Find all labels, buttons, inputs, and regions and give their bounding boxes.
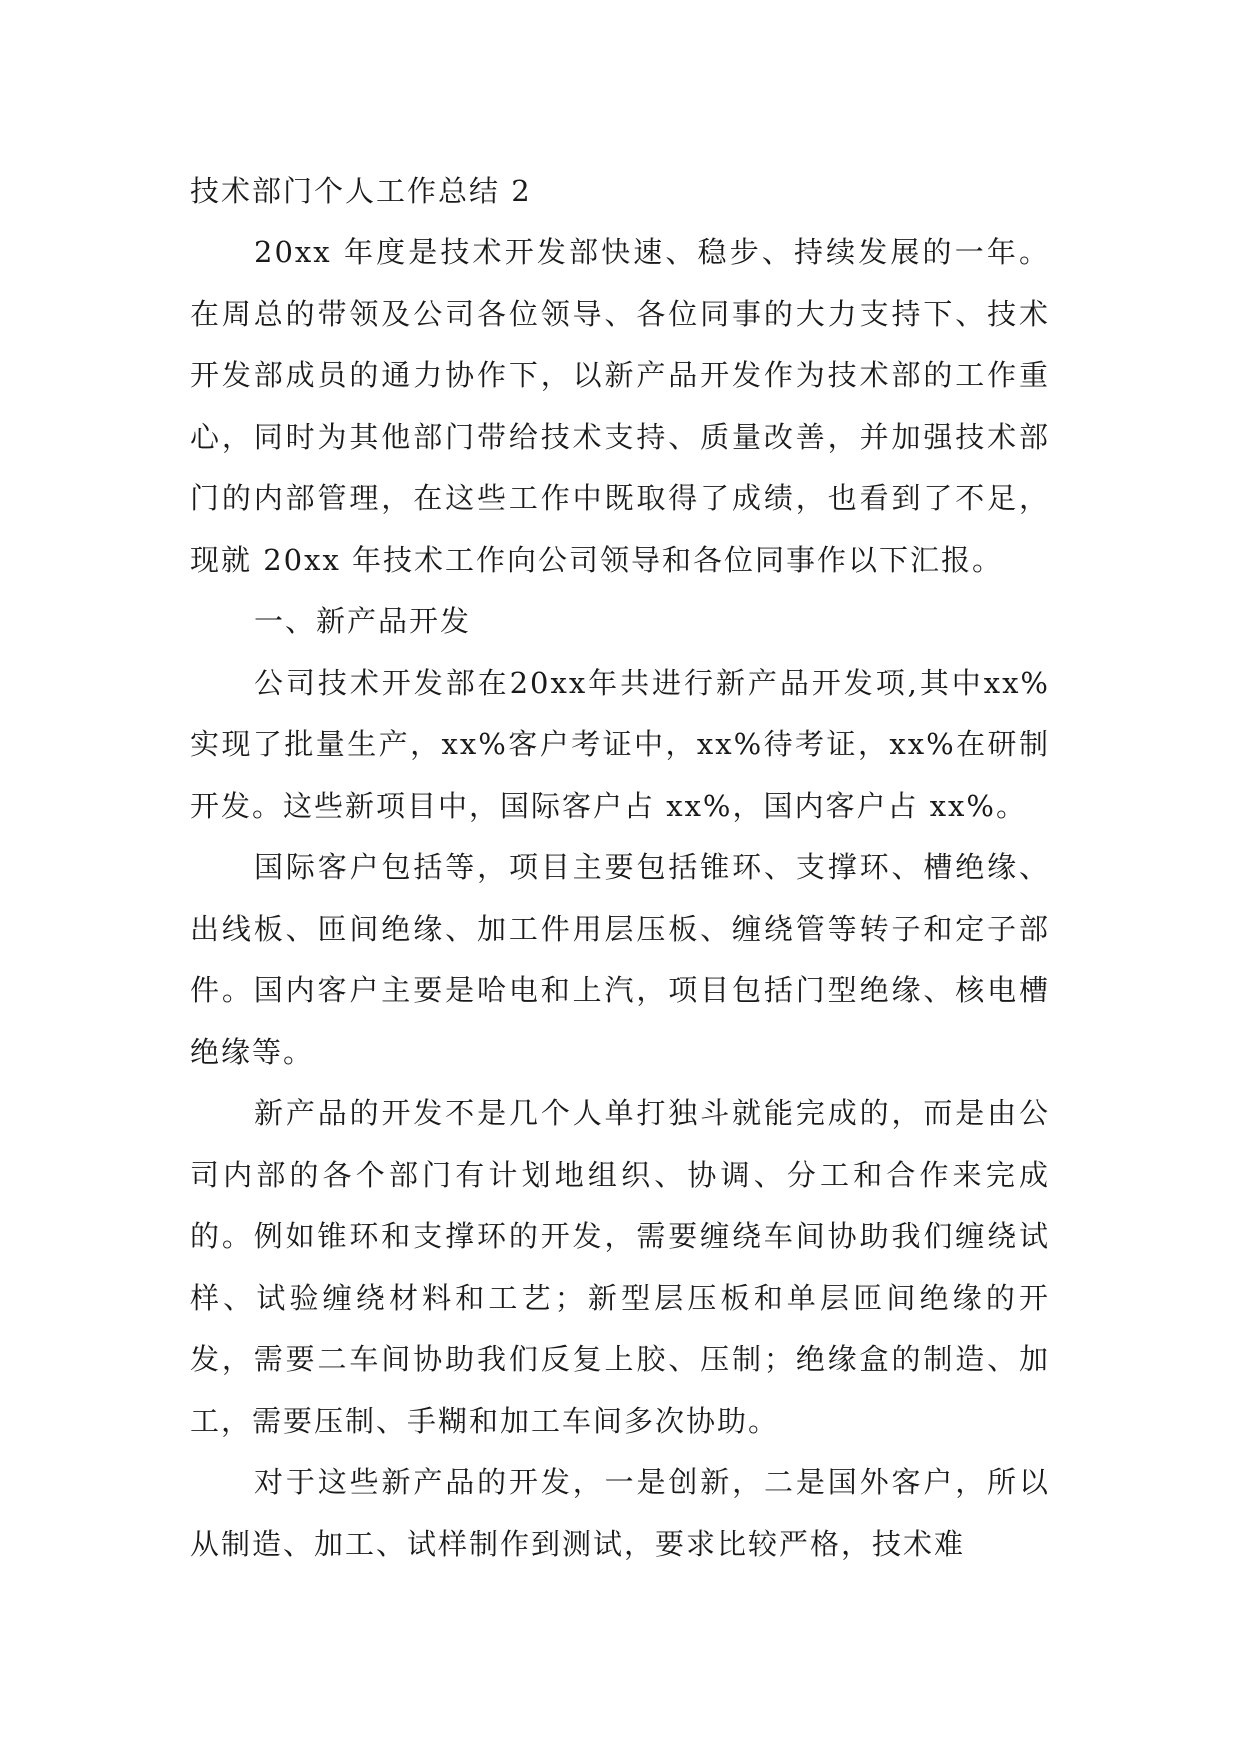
paragraph-collaboration: 新产品的开发不是几个人单打独斗就能完成的，而是由公司内部的各个部门有计划地组织、协调、分工和合作来完成的。例如锥环和支撑环的开发，需要缠绕车间协助我们缠绕试样、试验缠绕材料和工艺；新型层压板和单层匝间绝缘的开发，需要二车间协助我们反复上胶、压制；绝缘盒的制造、加工，需要压制、手糊和加工车间多次协助。 bbox=[190, 1096, 1050, 1438]
paragraph-challenges: 对于这些新产品的开发，一是创新，二是国外客户，所以从制造、加工、试样制作到测试，要求比较严格，技术难 bbox=[190, 1465, 1050, 1561]
document-body bbox=[190, 160, 1050, 1575]
paragraph-customers: 国际客户包括等，项目主要包括锥环、支撑环、槽绝缘、出线板、匝间绝缘、加工件用层压板、缠绕管等转子和定子部件。国内客户主要是哈电和上汽，项目包括门型绝缘、核电槽绝缘等。 bbox=[190, 850, 1050, 1069]
document-title: 技术部门个人工作总结 2 bbox=[190, 174, 532, 208]
paragraph-intro: 20xx 年度是技术开发部快速、稳步、持续发展的一年。在周总的带领及公司各位领导、各位同事的大力支持下、技术开发部成员的通力协作下，以新产品开发作为技术部的工作重心，同时为其他部门带给技术支持、质量改善，并加强技术部门的内部管理，在这些工作中既取得了成绩，也看到了不足，现就 20xx 年技术工作向公司领导和各位同事作以下汇报。 bbox=[190, 235, 1050, 577]
section-heading-new-product: 一、新产品开发 bbox=[254, 604, 472, 638]
paragraph-projects: 公司技术开发部在20xx年共进行新产品开发项,其中xx%实现了批量生产，xx%客户考证中，xx%待考证，xx%在研制开发。这些新项目中，国际客户占 xx%，国内客户占 xx%。 bbox=[190, 665, 1050, 823]
